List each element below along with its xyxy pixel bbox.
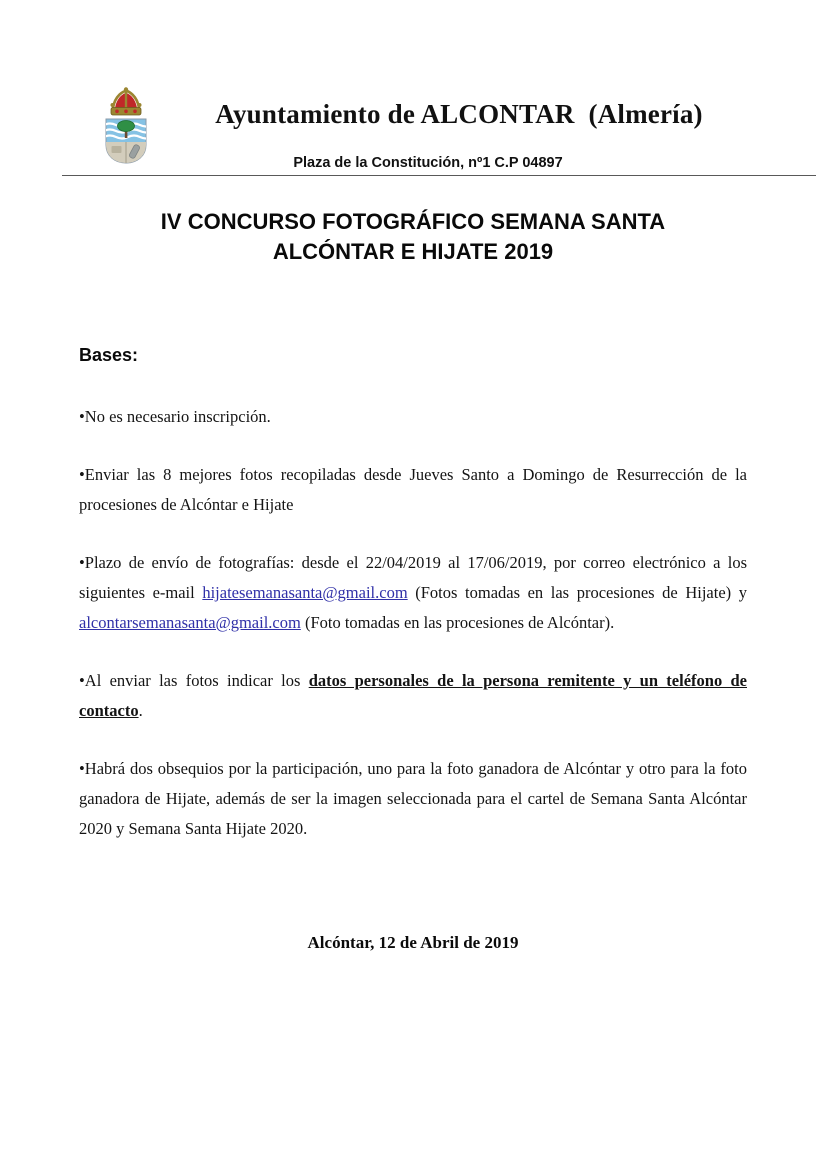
bullet-paragraph-personal-data xyxy=(79,666,747,726)
bullet-paragraph-prizes: •Habrá dos obsequios por la participación, uno para la foto ganadora de Alcóntar y otro para la foto ganadora de Hijate, además de ser la imagen seleccionada para el cartel de Semana Santa Alcóntar 2020 y Semana Santa Hijate 2020. xyxy=(79,759,747,838)
bullet-paragraph-send-photos: •Enviar las 8 mejores fotos recopiladas desde Jueves Santo a Domingo de Resurrección de la procesiones de Alcóntar e Hijate xyxy=(79,465,747,514)
section-heading-bases: Bases: xyxy=(79,345,139,365)
document-date: Alcóntar, 12 de Abril de 2019 xyxy=(307,933,519,952)
deadline-text-after: (Foto tomadas en las procesiones de Alcóntar). xyxy=(300,613,615,632)
deadline-text-before: •Plazo de envío de fotografías: desde el 22/04/2019 al 17/06/2019, por correo electrónico a los siguientes e-mail xyxy=(79,553,747,602)
document-title-line2: ALCÓNTAR E HIJATE 2019 xyxy=(272,239,554,264)
organization-title: Ayuntamiento de ALCONTAR (Almería) xyxy=(215,99,703,129)
deadline-text-mid: (Fotos tomadas en las procesiones de Hijate) y xyxy=(407,583,747,602)
header-divider xyxy=(62,175,816,176)
bullet-paragraph-deadline xyxy=(79,548,747,638)
document-body xyxy=(79,340,747,958)
bullet-paragraph-registration: •No es necesario inscripción. xyxy=(79,407,271,426)
email-link-alcontar[interactable]: alcontarsemanasanta@gmail.com xyxy=(79,613,301,632)
personal-data-text-before: •Al enviar las fotos indicar los xyxy=(79,671,309,690)
personal-data-emphasis: datos personales de la persona remitente y un teléfono de contacto xyxy=(79,671,747,720)
organization-address: Plaza de la Constitución, nº1 C.P 04897 xyxy=(293,155,563,171)
personal-data-text-after: . xyxy=(138,701,143,720)
document-title-line1: IV CONCURSO FOTOGRÁFICO SEMANA SANTA xyxy=(160,209,666,234)
document-title xyxy=(79,207,747,267)
email-link-hijate[interactable]: hijatesemanasanta@gmail.com xyxy=(202,583,408,602)
